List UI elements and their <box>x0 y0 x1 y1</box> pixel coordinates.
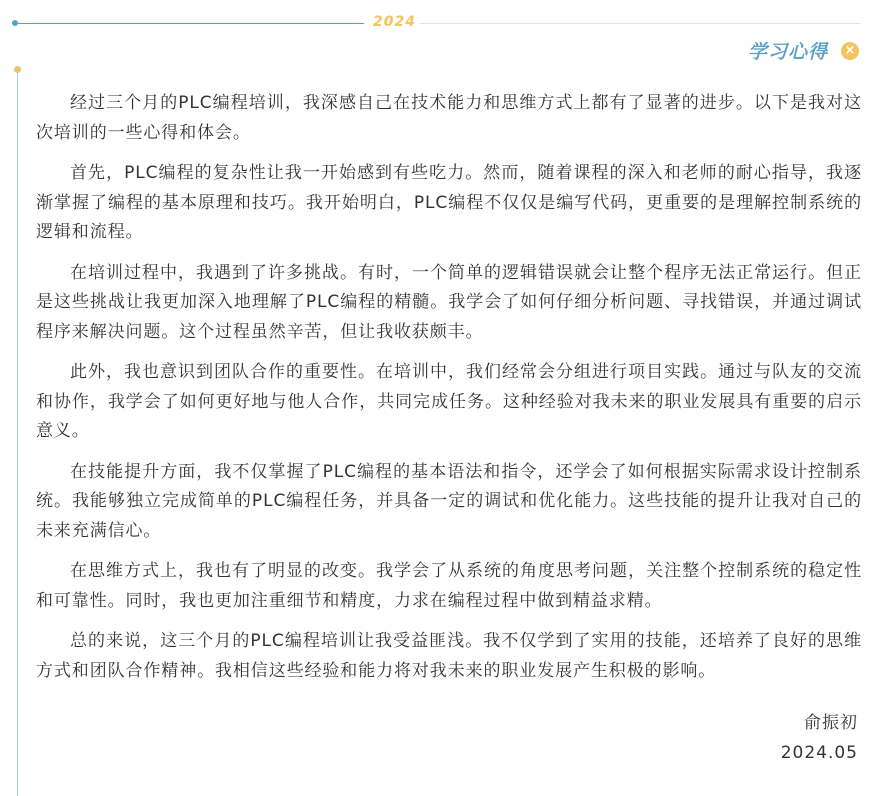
header-line-right <box>420 23 860 24</box>
close-icon[interactable]: × <box>841 42 859 60</box>
paragraph-3: 在培训过程中，我遇到了许多挑战。有时，一个简单的逻辑错误就会让整个程序无法正常运行。但正是这些挑战让我更加深入地理解了PLC编程的精髓。我学会了如何仔细分析问题、寻找错误，并通过调试程序来解决问题。这个过程虽然辛苦，但让我收获颇丰。 <box>36 262 862 342</box>
paragraph-6: 在思维方式上，我也有了明显的改变。我学会了从系统的角度思考问题，关注整个控制系统的稳定性和可靠性。同时，我也更加注重细节和精度，力求在编程过程中做到精益求精。 <box>36 561 862 611</box>
paragraph-4: 此外，我也意识到团队合作的重要性。在培训中，我们经常会分组进行项目实践。通过与队友的交流和协作，我学会了如何更好地与他人合作，共同完成任务。这种经验对我未来的职业发展具有重要的启示意义。 <box>36 362 862 441</box>
article-body <box>36 89 862 697</box>
left-rule <box>17 70 18 796</box>
paragraph-2: 首先，PLC编程的复杂性让我一开始感到有些吃力。然而，随着课程的深入和老师的耐心指导，我逐渐掌握了编程的基本原理和技巧。我开始明白，PLC编程不仅仅是编写代码，更重要的是理解控制系统的逻辑和流程。 <box>36 163 862 242</box>
header-line <box>16 23 364 24</box>
page-title: 学习心得 <box>747 41 828 63</box>
signature-date: 2024.05 <box>780 743 858 763</box>
signature-block <box>781 708 858 768</box>
author-name: 俞振初 <box>804 713 858 733</box>
paragraph-1: 经过三个月的PLC编程培训，我深感自己在技术能力和思维方式上都有了显著的进步。以下是我对这次培训的一些心得和体会。 <box>36 93 862 143</box>
paragraph-7: 总的来说，这三个月的PLC编程培训让我受益匪浅。我不仅学到了实用的技能，还培养了良好的思维方式和团队合作精神。我相信这些经验和能力将对我未来的职业发展产生积极的影响。 <box>36 631 862 681</box>
paragraph-5: 在技能提升方面，我不仅掌握了PLC编程的基本语法和指令，还学会了如何根据实际需求设计控制系统。我能够独立完成简单的PLC编程任务，并具备一定的调试和优化能力。这些技能的提升让我对自己的未来充满信心。 <box>36 461 862 541</box>
year-label: 2024 <box>373 14 416 30</box>
